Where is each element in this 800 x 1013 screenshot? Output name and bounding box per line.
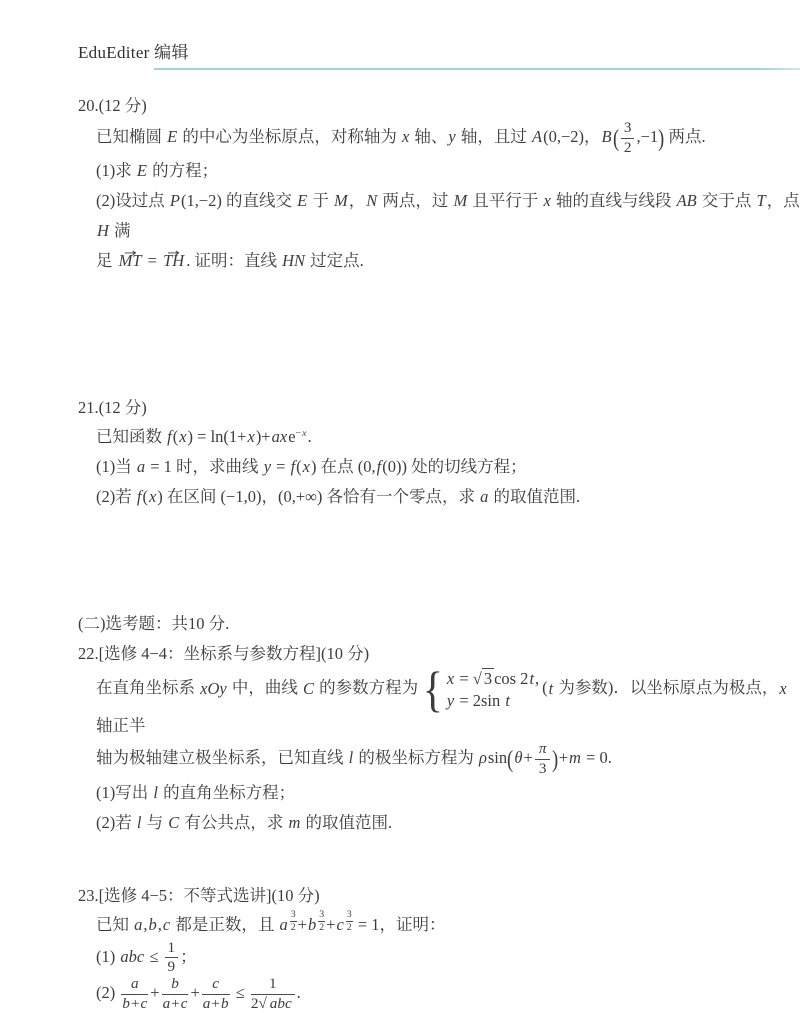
text-run: 2 [250,994,259,1012]
math-variable: t [505,690,510,710]
question-21-line-1 [0,422,800,452]
text-run: 两点，过 [378,191,453,211]
text-run: 轴的直线与线段 [551,191,676,211]
math-variable: N [366,191,378,211]
denominator [162,995,189,1013]
numerator [165,940,179,959]
math-variable: π [538,740,547,758]
question-21-line-3 [0,482,800,512]
math-variable: abc [269,994,292,1012]
text-run: ) 在点 (0, [311,457,376,477]
question-20-line-4 [0,246,800,276]
superscript [345,908,354,933]
text-run: 轴为极轴建立极坐标系，已知直线 [96,748,348,768]
denominator [621,139,635,157]
text-run: 在直角坐标系 [96,678,200,698]
text-run: cos 2 [494,669,529,689]
text-run: . 证明：直线 [186,251,282,271]
section-two-heading: (二)选考题：共10 分. [78,614,230,634]
text-run: − [295,428,302,440]
vector-overarrow: TH → [161,246,186,276]
text-run: = [272,457,290,477]
math-variable: l [348,748,354,768]
denominator [121,995,148,1013]
numerator [535,741,551,760]
text-run: 1 [268,975,277,993]
fraction [317,910,326,934]
math-variable: x [247,427,255,447]
question-21 [0,394,800,512]
text-run: , [143,914,148,934]
text-run: + [190,983,200,1003]
math-variable: t [548,678,554,698]
math-variable: HN [282,251,305,271]
question-21-line-2 [0,452,800,482]
math-variable: c [212,975,220,993]
text-run: 的方程； [147,161,219,181]
text-run: . [296,983,301,1003]
superscript [296,428,308,439]
math-variable: a [131,975,139,993]
question-21-heading: 21.(12 分) [78,398,147,418]
text-run: ≤ [145,946,163,966]
math-variable: x [302,428,307,440]
question-23 [0,882,800,1013]
math-variable: B [601,126,612,146]
text-run: + [326,914,336,934]
text-run: ； [180,946,197,966]
text-run: 已知 [96,914,134,934]
text-run: . [307,427,312,447]
math-variable: P [169,191,180,211]
math-variable: T [756,191,766,211]
text-run: 的中心为坐标原点，对称轴为 [178,126,401,146]
text-run: (1)写出 [96,782,153,802]
text-run: 9 [167,958,176,976]
math-variable: l [153,782,158,802]
question-20-line-1: 已知椭圆 E 的中心为坐标原点，对称轴为 x 轴、y 轴，且过 A(0,−2)，B( $\frac{3}{2}$ ,−1) 两点. [96,119,706,156]
text-run: 与 [142,812,168,832]
text-run: 过定点. [306,251,364,271]
text-run: (2)设过点 [96,191,169,211]
text-run: 3 [290,908,296,920]
math-variable: ρ [478,748,487,768]
text-run: 的取值范围. [489,487,581,507]
text-run: ) = ln(1+ [187,427,247,447]
text-run: 2 [346,921,352,933]
text-run: = [455,669,473,689]
fraction [249,976,297,1012]
text-run: e [288,427,296,447]
math-variable: y [446,690,455,710]
text-run: 的直角坐标方程； [158,782,296,802]
text-run: ( [142,487,148,507]
text-run: + [297,914,307,934]
text-run: (0,−2)， [543,126,601,146]
text-run: (1) [96,946,120,966]
math-variable: a [162,994,171,1012]
text-run: = 1，证明： [353,914,446,934]
fraction [345,910,354,934]
cases-group [421,661,540,717]
math-variable: b [122,994,130,1012]
superscript [289,908,298,933]
text-run: ≤ [231,983,249,1003]
radical-sign-icon: √ [258,994,267,1012]
math-variable: c [180,994,188,1012]
cases-column [446,668,539,711]
math-variable: c [336,914,344,934]
math-variable: a [136,457,146,477]
text-run: + [171,994,180,1012]
text-run: = 0. [581,748,612,768]
math-variable: x [179,427,187,447]
math-variable: A [532,126,543,146]
math-variable: H [97,221,109,241]
text-run: = [143,251,162,271]
math-variable: m [569,748,581,768]
math-variable: x [543,191,551,211]
header-divider [154,68,800,70]
text-run: 已知椭圆 [96,126,167,146]
text-run: (0)) 处的切线方程； [382,457,527,477]
radicand [267,994,295,1012]
page-header [0,0,800,70]
text-run: ( [296,457,302,477]
denominator [318,922,325,934]
text-run: = 2sin [455,690,505,710]
text-run: 轴，且过 [456,126,531,146]
text-run: (2)若 [96,487,136,507]
text-run: 两点. [664,126,706,146]
fraction [160,976,191,1012]
text-run: 有公共点，求 [180,812,288,832]
math-variable: a [202,994,211,1012]
fraction [200,976,232,1012]
math-variable: AB [676,191,697,211]
math-variable: y [448,126,456,146]
denominator [535,760,551,778]
text-run: ,−1 [636,126,659,146]
question-22-line-1 [0,661,800,741]
section-two-header [0,610,800,638]
numerator [318,910,325,922]
math-variable: x [302,457,310,477]
math-variable: x [401,126,410,146]
math-variable: a [279,914,288,934]
radicand [482,668,494,688]
question-20-line-3 [0,186,800,246]
text-run: 且平行于 [468,191,543,211]
math-variable: C [168,812,180,832]
math-variable: c [162,914,171,934]
denominator [346,922,353,934]
math-variable: θ [514,748,523,768]
cases-line [446,668,539,689]
fraction [163,940,181,976]
text-run: 2 [623,138,632,156]
text-run: (2)若 [96,812,136,832]
question-22 [0,640,800,837]
text-run: + [558,748,568,768]
text-run: , [157,914,162,934]
math-variable: f [290,457,296,477]
text-run: (2) [96,983,120,1003]
vector-overarrow: MT → [117,246,144,276]
fraction [289,910,298,934]
text-run: 2 [319,921,325,933]
text-run: )+ [255,427,271,447]
text-run: 已知函数 [96,427,167,447]
text-run: 中，曲线 [227,678,302,698]
math-variable: x [779,678,787,698]
text-run: 交于点 [697,191,756,211]
text-run: (1)求 [96,161,136,181]
denominator [165,958,179,976]
text-run: + [523,748,533,768]
math-variable: a [480,487,489,507]
cases-brace-icon: { [422,661,444,717]
text-run: 的参数方程为 [314,678,419,698]
denominator [251,995,295,1013]
math-variable: xOy [200,678,227,698]
cases-line [446,690,539,711]
question-20-line-2 [0,156,800,186]
math-variable: x [148,487,157,507]
question-22-line-4 [0,808,800,838]
numerator [346,910,353,922]
text-run: (1)当 [96,457,136,477]
math-variable: a [134,914,143,934]
text-run: ( [542,678,548,698]
text-run: + [211,994,220,1012]
text-run: 足 [96,251,117,271]
math-variable: abc [120,946,145,966]
text-run: + [130,994,140,1012]
math-variable: l [136,812,142,832]
math-variable: ax [271,427,288,447]
fraction [619,120,637,156]
fraction [533,741,553,777]
math-variable: C [302,678,314,698]
radical [473,668,494,688]
text-run: , [535,669,540,689]
question-23-line-3 [0,976,800,1012]
fraction [119,976,150,1012]
math-variable: M [453,191,468,211]
question-20 [0,92,800,276]
math-variable: f [376,457,382,477]
text-run: 轴正半 [96,716,146,736]
text-run: ，点 [766,191,800,211]
text-run: 3 [346,908,352,920]
math-variable: f [167,427,172,447]
math-variable: E [297,191,308,211]
math-variable: y [263,457,272,477]
numerator [290,910,297,922]
text-run: = 1 时，求曲线 [146,457,263,477]
text-run: 3 [483,669,493,689]
math-variable: m [288,812,301,832]
question-22-heading: 22.[选修 4−4：坐标系与参数方程](10 分) [78,644,370,664]
denominator [290,922,297,934]
text-run: 为参数)．以坐标原点为极点， [554,678,779,698]
math-variable: E [136,161,147,181]
question-23-line-1 [0,910,800,940]
text-run: sin [487,748,508,768]
text-run: 的极坐标方程为 [354,748,478,768]
math-variable: M [333,191,348,211]
editor-brand-label: EduEditer 编辑 [78,43,189,62]
text-run: ， [348,191,366,211]
question-22-line-2: 轴为极轴建立极坐标系，已知直线 l 的极坐标方程为 ρsin(θ+ $\frac{\pi}{3}$ )+m = 0. [96,740,612,777]
math-variable: b [171,975,179,993]
math-variable: b [220,994,229,1012]
math-variable: c [140,994,148,1012]
text-run: 于 [308,191,333,211]
text-run: ) 在区间 (−1,0)，(0,+∞) 各恰有一个零点，求 [157,487,480,507]
numerator [621,120,635,139]
denominator [202,995,230,1013]
text-run: 3 [623,119,632,136]
text-run: 2 [290,921,296,933]
text-run: 都是正数，且 [171,914,279,934]
math-variable: b [307,914,317,934]
math-variable: E [167,126,178,146]
text-run: 1 [167,938,176,956]
text-run: (1,−2) 的直线交 [180,191,297,211]
text-run: 的取值范围. [301,812,393,832]
text-run: 3 [319,908,325,920]
radical [258,994,294,1012]
text-run: + [150,983,160,1003]
question-20-heading: 20.(12 分) [78,96,147,115]
radical-sign-icon: √ [472,669,482,689]
math-variable: b [148,914,157,934]
text-run: ( [172,427,179,447]
superscript [317,908,326,933]
text-run: 轴、 [410,126,448,146]
text-run: 满 [109,221,131,241]
math-variable: f [136,487,142,507]
text-run: 3 [538,759,547,777]
math-variable: x [446,669,455,689]
math-variable: t [529,669,535,689]
question-23-line-2 [0,940,800,976]
question-23-heading: 23.[选修 4−5：不等式选讲](10 分) [78,885,320,905]
question-22-line-3 [0,778,800,808]
